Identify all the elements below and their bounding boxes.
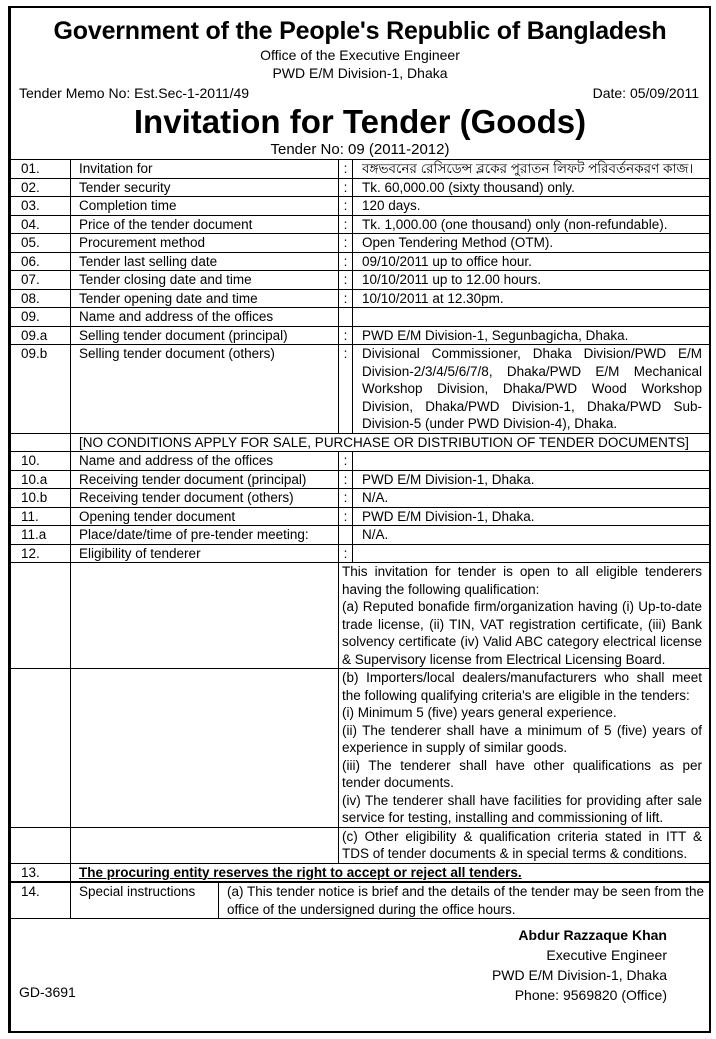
row-colon: [339, 526, 353, 545]
table-row: [11, 326, 711, 345]
row-label: Selling tender document (principal): [71, 326, 339, 345]
row-value: 120 days.: [353, 197, 711, 216]
table-row: [11, 526, 711, 545]
special-instructions-row: [11, 883, 711, 919]
row-colon: :: [339, 452, 353, 471]
row-colon: :: [339, 326, 353, 345]
table-row: [11, 234, 711, 253]
row-value: PWD E/M Division-1, Dhaka.: [353, 470, 711, 489]
row-colon: :: [339, 252, 353, 271]
row-number: 04.: [11, 215, 71, 234]
row-number: 09.a: [11, 326, 71, 345]
table-row: [11, 345, 711, 434]
row-number: 09.: [11, 308, 71, 327]
row-colon: :: [339, 470, 353, 489]
row-value: N/A.: [353, 489, 711, 508]
table-row: [11, 178, 711, 197]
row-label: Receiving tender document (others): [71, 489, 339, 508]
row-number: 10.a: [11, 470, 71, 489]
row-number: 02.: [11, 178, 71, 197]
eligibility-b-intro: (b) Importers/local dealers/manufacturers who shall meet the following qualifying criteria's are eligible in the tenders:: [342, 670, 702, 703]
row-value: PWD E/M Division-1, Dhaka.: [353, 507, 711, 526]
no-conditions-text: [NO CONDITIONS APPLY FOR SALE, PURCHASE OR DISTRIBUTION OF TENDER DOCUMENTS]: [71, 433, 711, 452]
eligibility-b1: (i) Minimum 5 (five) years general experience.: [342, 705, 617, 720]
table-row: [11, 197, 711, 216]
row-number: 11.a: [11, 526, 71, 545]
row-colon: :: [339, 345, 353, 434]
row-colon: :: [339, 544, 353, 563]
row-colon: :: [339, 178, 353, 197]
reserve-right-row: [11, 863, 711, 882]
table-row: [11, 160, 711, 179]
row-value: [353, 452, 711, 471]
row-value: 10/10/2011 at 12.30pm.: [353, 289, 711, 308]
row-label: Place/date/time of pre-tender meeting:: [71, 526, 339, 545]
row-label: Invitation for: [71, 160, 339, 179]
signatory-name: Abdur Razzaque Khan: [518, 927, 667, 943]
table-row: [11, 544, 711, 563]
eligibility-b3: (iii) The tenderer shall have other qualifications as per tender documents.: [342, 757, 702, 790]
row-value: [353, 308, 711, 327]
row-colon: :: [339, 215, 353, 234]
row-number: 06.: [11, 252, 71, 271]
signatory-division: PWD E/M Division-1, Dhaka: [491, 967, 667, 983]
memo-row: [11, 84, 709, 102]
row-label: Name and address of the offices: [71, 452, 339, 471]
row-number: 11.: [11, 507, 71, 526]
row-value: Divisional Commissioner, Dhaka Division/PWD E/M Division-2/3/4/5/6/7/8, Dhaka/PWD E/M Mechanical Workshop Division, Dhaka/PWD Wood Workshop Division, Dhaka/PWD Division-1, Dhaka/PWD Sub-Division-5 (under PWD Division-4), Dhaka.: [353, 345, 711, 434]
row-colon: :: [339, 289, 353, 308]
eligibility-b2: (ii) The tenderer shall have a minimum of 5 (five) years of experience in supply of similar goods.: [342, 722, 702, 755]
row-value: 10/10/2011 up to 12.00 hours.: [353, 271, 711, 290]
table-row: [11, 308, 711, 327]
reserve-right-text: The procuring entity reserves the right to accept or reject all tenders.: [79, 864, 522, 880]
row-label: Tender security: [71, 178, 339, 197]
row-label: Price of the tender document: [71, 215, 339, 234]
table-row: [11, 489, 711, 508]
row-colon: :: [339, 507, 353, 526]
row-value: PWD E/M Division-1, Segunbagicha, Dhaka.: [353, 326, 711, 345]
special-instructions-text: (a) This tender notice is brief and the details of the tender may be seen from the office of the undersigned during the office hours.: [219, 883, 711, 919]
special-instructions-label: Special instructions: [71, 883, 219, 919]
row-number: 12.: [11, 544, 71, 563]
table-row: [11, 289, 711, 308]
government-heading: Government of the People's Republic of Bangladesh: [53, 17, 667, 45]
signature-block: [11, 925, 709, 1005]
row-number: 07.: [11, 271, 71, 290]
row-label: Selling tender document (others): [71, 345, 339, 434]
row-number: 08.: [11, 289, 71, 308]
row-value: Open Tendering Method (OTM).: [353, 234, 711, 253]
row-number: 09.b: [11, 345, 71, 434]
row-colon: :: [339, 160, 353, 179]
tender-table: [10, 159, 711, 882]
row-colon: :: [339, 271, 353, 290]
row-label: Tender last selling date: [71, 252, 339, 271]
row-number: 10.: [11, 452, 71, 471]
memo-date: Date: 05/09/2011: [592, 85, 699, 101]
tender-number: Tender No: 09 (2011-2012): [270, 141, 450, 158]
row-label: Eligibility of tenderer: [71, 544, 339, 563]
table-row: [11, 215, 711, 234]
row-value: [353, 544, 711, 563]
row-label: Completion time: [71, 197, 339, 216]
division-name: PWD E/M Division-1, Dhaka: [272, 65, 448, 81]
eligibility-a: (a) Reputed bonafide firm/organization having (i) Up-to-date trade license, (ii) TIN, VAT registration certificate, (iii) Bank solvency certificate (iv) Valid ABC category electrical license & Supervisory license from Electrical Licensing Board.: [342, 599, 702, 667]
signatory-designation: Executive Engineer: [546, 947, 667, 963]
row-number: 13.: [11, 863, 71, 882]
row-colon: :: [339, 234, 353, 253]
row-label: Procurement method: [71, 234, 339, 253]
table-row: [11, 271, 711, 290]
eligibility-intro-row: [11, 563, 711, 669]
gd-number: GD-3691: [19, 983, 76, 1000]
row-label: Receiving tender document (principal): [71, 470, 339, 489]
no-conditions-row: [11, 433, 711, 452]
eligibility-b4: (iv) The tenderer shall have facilities for providing after sale service for testing, installing and commissioning of lift.: [342, 792, 702, 825]
eligibility-c: (c) Other eligibility & qualification criteria stated in ITT & TDS of tender documents & in special terms & conditions.: [339, 827, 711, 863]
row-label: Opening tender document: [71, 507, 339, 526]
memo-number: Tender Memo No: Est.Sec-1-2011/49: [19, 85, 250, 101]
tender-notice: [8, 6, 711, 1033]
row-number: 03.: [11, 197, 71, 216]
row-number: 05.: [11, 234, 71, 253]
row-number: 01.: [11, 160, 71, 179]
row-label: Tender closing date and time: [71, 271, 339, 290]
page-title: Invitation for Tender (Goods): [133, 103, 587, 140]
eligibility-c-row: [11, 827, 711, 863]
row-value: 09/10/2011 up to office hour.: [353, 252, 711, 271]
row-value: N/A.: [353, 526, 711, 545]
row-value: Tk. 60,000.00 (sixty thousand) only.: [353, 178, 711, 197]
row-colon: [339, 308, 353, 327]
row-number: 14.: [11, 883, 71, 919]
row-label: Name and address of the offices: [71, 308, 339, 327]
office-name: Office of the Executive Engineer: [260, 47, 460, 63]
table-row: [11, 470, 711, 489]
row-label: Tender opening date and time: [71, 289, 339, 308]
row-number: 10.b: [11, 489, 71, 508]
row-colon: :: [339, 197, 353, 216]
row-value: বঙ্গভবনের রেসিডেন্স ব্লকের পুরাতন লিফট পরিবর্তনকরণ কাজ।: [353, 160, 711, 179]
eligibility-intro: This invitation for tender is open to all eligible tenderers having the following qualification:: [342, 564, 702, 597]
row-colon: :: [339, 489, 353, 508]
row-value: Tk. 1,000.00 (one thousand) only (non-refundable).: [353, 215, 711, 234]
special-instructions-table: [10, 882, 711, 919]
signatory-phone: Phone: 9569820 (Office): [514, 987, 667, 1003]
eligibility-b-row: [11, 669, 711, 828]
table-row: [11, 252, 711, 271]
table-row: [11, 507, 711, 526]
table-row: [11, 452, 711, 471]
